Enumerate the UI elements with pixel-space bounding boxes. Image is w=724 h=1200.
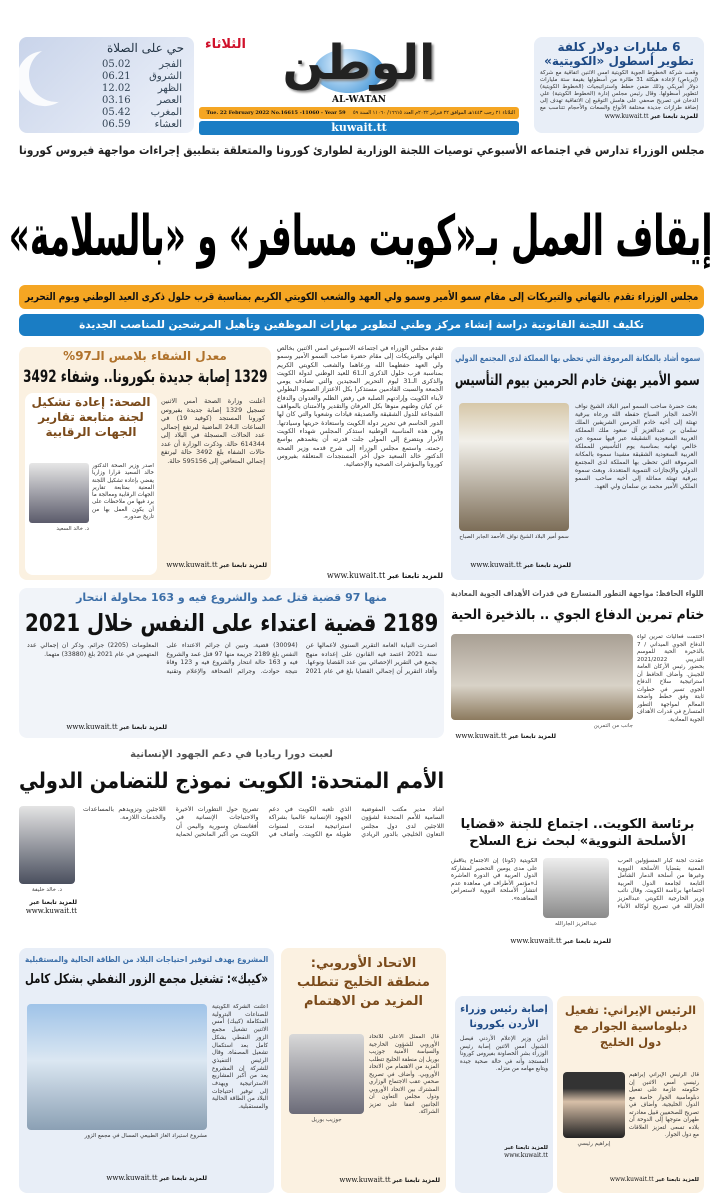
un-headline: الأمم المتحدة: الكويت نموذج للتضامن الدولي [19,769,445,794]
un-more-link[interactable] [20,898,78,916]
airdef-caption: جانب من التمرين [594,723,634,729]
url: www.kuwait.tt [511,937,563,945]
refinery-photo [28,1004,208,1130]
more-label: للمزيد تابعنا عبر [160,1175,208,1182]
day-label: الثلاثاء [206,37,247,52]
prayer-row [103,95,183,107]
emir-more-link[interactable] [460,561,572,570]
disarm-caption: عبدالعزيز الجارالله [555,921,599,927]
prayer-list [103,59,183,131]
story-body: وقعت شركة الخطوط الجوية الكويتية أمس الاثنين اتفاقية مع شركة (إيرباص) لإعادة هيكلة 31 طائرة من أسطولها بقيمة ستة مليارات دولار أمريكي وذلك ضمن خطط واستراتيجيات (الخطوط الكويتية) لتطوير أسطولها. وقال رئيس مجلس إدارة (الخطوط الكويتية) علي الدخان في تصريح صحفي على هامش التوقيع إن الاتفاقية تهدف إلى إضافة طرازات جديدة مختلفة الأنواع والسعات والأحجام تتناسب مع [541,70,699,111]
prayer-row [103,107,183,119]
jordan-more-link[interactable] [456,1144,554,1160]
un-kicker-wrap [20,748,445,762]
lead-kicker: مجلس الوزراء تدارس في اجتماعه الأسبوعي توصيات اللجنة الوزارية لطوارئ كورونا والمتعلقة بتطبيق إجراءات مواجهة فيروس كورونا [19,143,705,157]
emir-kicker: سموه أشاد بالمكانة المرموقة التي تحظى بها المملكة لدى المجتمع الدولي [455,354,701,364]
more-label: للمزيد تابعنا عبر [524,562,572,569]
prayer-name: العشاء [155,119,183,130]
prayer-row [103,83,183,95]
kic-caption: مشروع استيراد الغاز الطبيعي المسال في مجمع الزور [85,1133,208,1139]
crime-headline-wrap [26,607,439,639]
un-headline-wrap [20,766,445,798]
disarmament-story [452,816,705,938]
url: www.kuwait.tt [471,561,523,569]
latin-name: AL-WATAN [333,95,387,105]
eu-caption: جوزيب بوريل [312,1117,343,1123]
url: www.kuwait.tt [605,113,650,120]
emir-story [452,347,705,580]
airdefense-story [452,588,705,743]
jordan-headline: إصابة رئيس وزراء الأردن بكورونا [461,1004,549,1030]
url: www.kuwait.tt [505,1152,549,1159]
prayer-time: 03.16 [103,95,132,106]
prayer-name: الفجر [160,59,183,70]
prayer-time: 06.21 [103,71,132,82]
covid-headline-wrap [24,365,268,389]
missile-photo [452,634,634,720]
jordan-story [456,996,554,1193]
prayer-row [103,71,183,83]
prayer-row [103,119,183,131]
un-photo [20,806,76,884]
airdef-more-link[interactable] [452,732,557,741]
un-story [20,748,445,936]
airdef-headline-wrap [452,604,705,626]
emir-caption: سمو أمير البلاد الشيخ نواف الأحمد الجابر الصباح [460,534,570,540]
jordan-body: أعلن وزير الإعلام الأردني فيصل الشبول أمس الاثنين إصابة رئيس الوزراء بشر الخصاونة بفيروس كورونا المستجد وأنه في حالة صحية جيدة ويتابع مهامه من منزله. [461,1036,549,1073]
prayer-time: 12.02 [103,83,132,94]
more-label: للمزيد تابعنا عبر [120,724,168,731]
crime-body: أصدرت النيابة العامة التقرير السنوي لأعمالها عن سنة 2021 اعتمد فيه القانون على إعداده منهج يجمع في التقرير الإحصائي بين عدد القضايا ونوعها. وأفاد التقرير أن إجمالي القضايا بلغ في عام 2021 (30094) قضية. وتبين أن جرائم الاعتداء على النفس بلغ 2189 جريمة منها 97 قتل عمد والشروع فيه و 163 حالة انتحار والشروع فيه و 123 وفاة نتيجة حوادث. وجرائم الصحافة والإعلام وتقنية المعلومات (2205) جرائم. وذكر أن إجمالي عدد المتهمين في عام 2021 بلغ (33880) متهما. [28,642,438,675]
lead-headline: إيقاف العمل بـ«كويت مسافر» و «بالسلامة» [10,204,714,269]
kic-kicker-wrap [26,954,269,966]
url: www.kuwait.tt [167,561,219,569]
eu-more-link[interactable] [288,1176,441,1185]
more-label: للمزيد تابعنا عبر [30,899,78,906]
kuwait-airways-story [535,37,705,133]
prayer-name: الشروق [150,71,183,82]
logo-wrap [270,35,450,91]
url: www.kuwait.tt [67,723,119,731]
covid-subheadline: الصحة: إعادة تشكيل لجنة متابعة تقارير الجهات الرقابية [32,395,152,439]
url: www.kuwait.tt [610,1176,655,1183]
airdef-body: اختتمت فعاليات تمرين لواء الدفاع الجوي الميداني / 7 بالذخيرة الحية للموسم التدريبي 2021/2022 بحضور رئيس الأركان العامة للجيش. وأضاف الحافظ أن استراتيجية سلاح الدفاع الجوي تسير في خطوات ثابتة وفق خطط واضحة المعالم لمواجهة التطور المتسارع في قدرات الأهداف الجوية المعادية. [638,634,705,723]
more-link[interactable] [541,112,699,121]
iran-body: قال الرئيس الإيراني إبراهيم رئيسي أمس الاثنين إن حكومته عازمة على تفعيل دبلوماسية الجوار خاصة مع الدول الخليجية. وأضاف في تصريح للصحفيين قبيل مغادرته طهران متوجها إلى الدوحة أن بلاده تسعى لتعزيز العلاقات مع دول الجوار. [630,1072,700,1138]
kic-kicker: المشروع يهدف لتوفير احتياجات البلاد من الطاقة الحالية والمستقبلية [25,955,269,964]
crime-headline: 2189 قضية اعتداء على النفس خلال 2021 [25,609,439,637]
site-link[interactable]: kuwait.tt [200,121,520,135]
covid-subbody: أصدر وزير الصحة الدكتور خالد السعيد قرارا وزاريا يقضي بإعادة تشكيل اللجنة المعنية بمتابعة تقارير الجهات الرقابية ومعالجة ما يرد فيها من ملاحظات على أن يكون العمل بها من تاريخ صدوره. [93,463,155,521]
iran-headline: الرئيس الإيراني: تفعيل دبلوماسية الجوار مع دول الخليج [565,1003,698,1049]
more-label: للمزيد تابعنا عبر [393,1177,441,1184]
covid-subbox [26,393,158,575]
url: www.kuwait.tt [327,571,387,580]
prayer-time: 06.59 [103,119,132,130]
crime-kicker-wrap [26,591,439,605]
kic-body: أعلنت الشركة الكويتية للصناعات البترولية المتكاملة (كيبك) أمس الاثنين تشغيل مجمع الزور النفطي بشكل كامل بعد استكمال تشغيل المصفاة. وقال الرئيس التنفيذي للشركة إن المشروع يعد من أكبر المشاريع الاستراتيجية ويهدف إلى توفير احتياجات البلاد من الطاقة الحالية والمستقبلية. [213,1004,269,1111]
prayer-row [103,59,183,71]
crime-kicker: منها 97 قضية قتل عمد والشروع فيه و 163 محاولة انتحار [77,591,388,604]
raisi-photo [564,1072,626,1138]
prayer-times-box [20,37,195,133]
un-kicker: لعبت دورا رياديا في دعم الجهود الإنسانية [131,749,334,760]
eu-story [282,948,447,1193]
kipic-story [20,948,275,1193]
prayer-time: 05.42 [103,107,132,118]
lead-body: تقدم مجلس الوزراء في اجتماعه الأسبوعي أمس الاثنين بخالص التهاني والتبريكات إلى مقام حضرة صاحب السمو الأمير وسمو ولي العهد حفظهما الله ورعاهما والشعب الكويتي الكريم بمناسبة قرب حلول الذكرى الـ61 للعيد الوطني لدولة الكويت والذكرى الـ31 ليوم التحرير المجيدين والتي تصادف يومي الجمعة والسبت القادمين مستذكرا بكل الاعتزاز الصمود البطولي لأبناء الكويت وإرادتهم الصلبة في رفض الظلم والعدوان والدفاع عن كيان وطنهم منوها بكل العرفان والتقدير والامتنان بالمواقف الشجاعة للدول الشقيقة والصديقة قيادات وشعوبا والتي كان لها الدور الحاسم في تحرير دولة الكويت واستعادة حريتها وسيادتها. وفي هذه المناسبة الوطنية استذكر المجلس شهداء الكويت الأبرار وبتضرع إلى المولى جلت قدرته أن يتغمدهم بواسع رحمته. واستمع مجلس الوزراء إلى شرح قدمه وزير الصحة الدكتور خالد السعيد حول آخر المستجدات المتعلقة بفيروس كورونا والمؤشرات الصحية والإحصائية. [278,345,444,469]
iran-more-link[interactable] [564,1176,700,1184]
url: www.kuwait.tt [107,1174,159,1182]
prayer-name: الظهر [158,83,183,94]
lead-kicker-wrap [20,142,705,158]
eu-body: قال الممثل الأعلى للاتحاد الأوروبي للشؤون الخارجية والسياسة الأمنية جوزيب بوريل إن منطقة الخليج تتطلب المزيد من الاهتمام من الاتحاد الأوروبي. وأضاف في تصريح صحفي عقب الاجتماع الوزاري المشترك بين الاتحاد الأوروبي ودول مجلس التعاون أن الجانبين اتفقا على تعزيز الشراكة. [370,1034,440,1115]
more-label: للمزيد تابعنا عبر [564,938,612,945]
more-label: للمزيد تابعنا عبر [656,1177,700,1183]
un-caption: د. خالد خليفة [33,887,63,893]
url: www.kuwait.tt [340,1176,392,1184]
emir-headline: سمو الأمير يهنئ خادم الحرمين بيوم التأسيس [456,371,701,389]
prayer-name: العصر [158,95,183,106]
lead-bar-orange-text: مجلس الوزراء تقدم بالتهاني والتبريكات إلى مقام سمو الأمير وسمو ولي العهد والشعب الكويتي الكريم بمناسبة قرب حلول ذكرى العيد الوطني ويوم التحرير [25,291,699,303]
date-ar: الثلاثاء ٢١ رجب ١٤٤٣هـ الموافق ٢٢ فبراير ٢٠٢٢م العدد ١٦٦١٥/ ١١٠٦٠ السنة ٥٩ [354,110,516,116]
covid-headline: 1329 إصابة جديدة بكورونا.. وشفاء 3492 [23,367,268,387]
covid-kicker: معدل الشفاء بلامس الـ97% [64,349,228,363]
lead-bar-blue [20,314,705,336]
kic-more-link[interactable] [28,1174,208,1183]
photo-caption: د. خالد السعيد [57,526,90,532]
minister-photo [30,463,90,523]
emir-headline-wrap [456,369,701,391]
emir-body: بعث حضرة صاحب السمو أمير البلاد الشيخ نواف الأحمد الجابر الصباح حفظه الله ورعاه ببرقية تهنئة إلى أخيه خادم الحرمين الشريفين الملك سلمان بن عبدالعزيز آل سعود ملك المملكة العربية السعودية الشقيقة عبر فيها سموه عن خالص تهانيه بمناسبة يوم التأسيس للمملكة العربية السعودية الشقيقة مشيدا سموه بالمكانة المرموقة التي تحظى بها المملكة لدى المجتمع الدولي والإنجازات التنموية المتعددة. وبعث سموه ببرقية تهنئة مماثلة إلى أخيه صاحب السمو الملكي الأمير محمد بن سلمان ولي العهد. [576,403,698,490]
disarm-more-link[interactable] [452,937,612,946]
more-label: للمزيد تابعنا عبر [509,733,557,740]
airdef-kicker: اللواء الحافظ: مواجهة التطور المتسارع في قدرات الأهداف الجوية المعادية [452,589,705,598]
iran-caption: إبراهيم رئيسي [578,1141,612,1147]
url: www.kuwait.tt [26,907,78,915]
eu-headline: الاتحاد الأوروبي: منطقة الخليج تتطلب المزيد من الاهتمام [298,956,431,1009]
moon-icon [22,39,92,109]
lead-bar-orange [20,285,705,309]
more-label: للمزيد تابعنا عبر [388,572,444,580]
emir-photo [460,403,570,531]
emir-kicker-wrap [456,353,701,365]
covid-story [20,347,272,580]
crime-story [20,588,445,738]
more-label: للمزيد تابعنا عبر [220,562,268,569]
lead-more-link[interactable] [278,571,444,581]
borrell-photo [290,1034,365,1114]
kic-headline-wrap [26,970,269,990]
prayer-name: المغرب [151,107,183,118]
story-headline: 6 مليارات دولار كلفة تطوير أسطول «الكويتية» [545,40,695,68]
lead-bar-blue-text: تكليف اللجنة القانونية دراسة إنشاء مركز وطني لتطوير مهارات الموظفين وتأهيل المرشحين للمناصب الجديدة [80,319,645,331]
covid-more-link[interactable] [162,561,268,570]
date-bar [200,107,520,119]
date-en-wrap [204,107,350,119]
date-ar-wrap [354,107,516,119]
logo-text: الوطن [283,35,437,91]
un-body: أشاد مدير مكتب المفوضية السامية للأمم المتحدة لشؤون اللاجئين لدى دول مجلس التعاون الخليجي بالدور الريادي الذي تلعبه الكويت في دعم الجهود الإنسانية عالميا بشراكة استراتيجية امتدت لسنوات طويلة مع الكويت. وأضاف في تصريح حول التطورات الأخيرة والاحتياجات الإنسانية في أفغانستان وسورية واليمن أن الكويت من أكبر المانحين لحماية اللاجئين وتزويدهم بالمساعدات والخدمات اللازمة. [84,806,445,839]
date-en: Tue. 22 February 2022 No.16615 -11060 - Year 59 [207,110,347,116]
lead-headline-wrap [10,200,714,274]
kic-headline: «كيبك»: تشغيل مجمع الزور النفطي بشكل كامل [26,972,269,987]
covid-kicker-wrap [24,349,268,364]
disarm-body: عقدت لجنة كبار المسؤولين العرب المعنية بقضايا الأسلحة النووية وغيرها من أسلحة الدمار الشامل التابعة لجامعة الدول العربية اجتماعها برئاسة الكويت. وقال نائب وزير الخارجية الكويتي عبدالعزيز الجارالله في تصريح لوكالة الأنباء الكويتية (كونا) إن الاجتماع يناقش على مدى يومين التحضير لمشاركة الدول العربية في الدورة العاشرة لـ«مؤتمر الأطراف في معاهدة عدم انتشار الأسلحة النووية لاستعراض المعاهدة». [452,858,705,910]
covid-body: أعلنت وزارة الصحة أمس الاثنين تسجيل 1329 إصابة جديدة بفيروس كورونا المستجد (كوفيد 19) في الساعات الـ24 الماضية ليرتفع إجمالي عدد الحالات المسجلة في البلاد إلى 614344 حالة. وذكرت الوزارة أن عدد حالات الشفاء بلغ 3492 حالة ليرتفع إجمالي المتعافين إلى 595156 حالة. [162,397,266,465]
prayer-title: حي على الصلاة [107,41,185,55]
masthead [200,35,520,137]
crime-more-link[interactable] [28,723,168,732]
prayer-time: 05.02 [103,59,132,70]
url: www.kuwait.tt [456,732,508,740]
more-label: للمزيد تابعنا عبر [505,1145,549,1151]
disarm-headline: برئاسة الكويت.. اجتماع للجنة «قضايا الأسلحة النووية» لبحث نزع السلاح [461,817,696,849]
airdef-kicker-wrap [452,588,705,600]
iran-story [558,996,705,1193]
more-label: للمزيد تابعنا عبر [651,113,699,120]
airdef-headline: ختام تمرين الدفاع الجوي .. بالذخيرة الحية [451,607,705,623]
